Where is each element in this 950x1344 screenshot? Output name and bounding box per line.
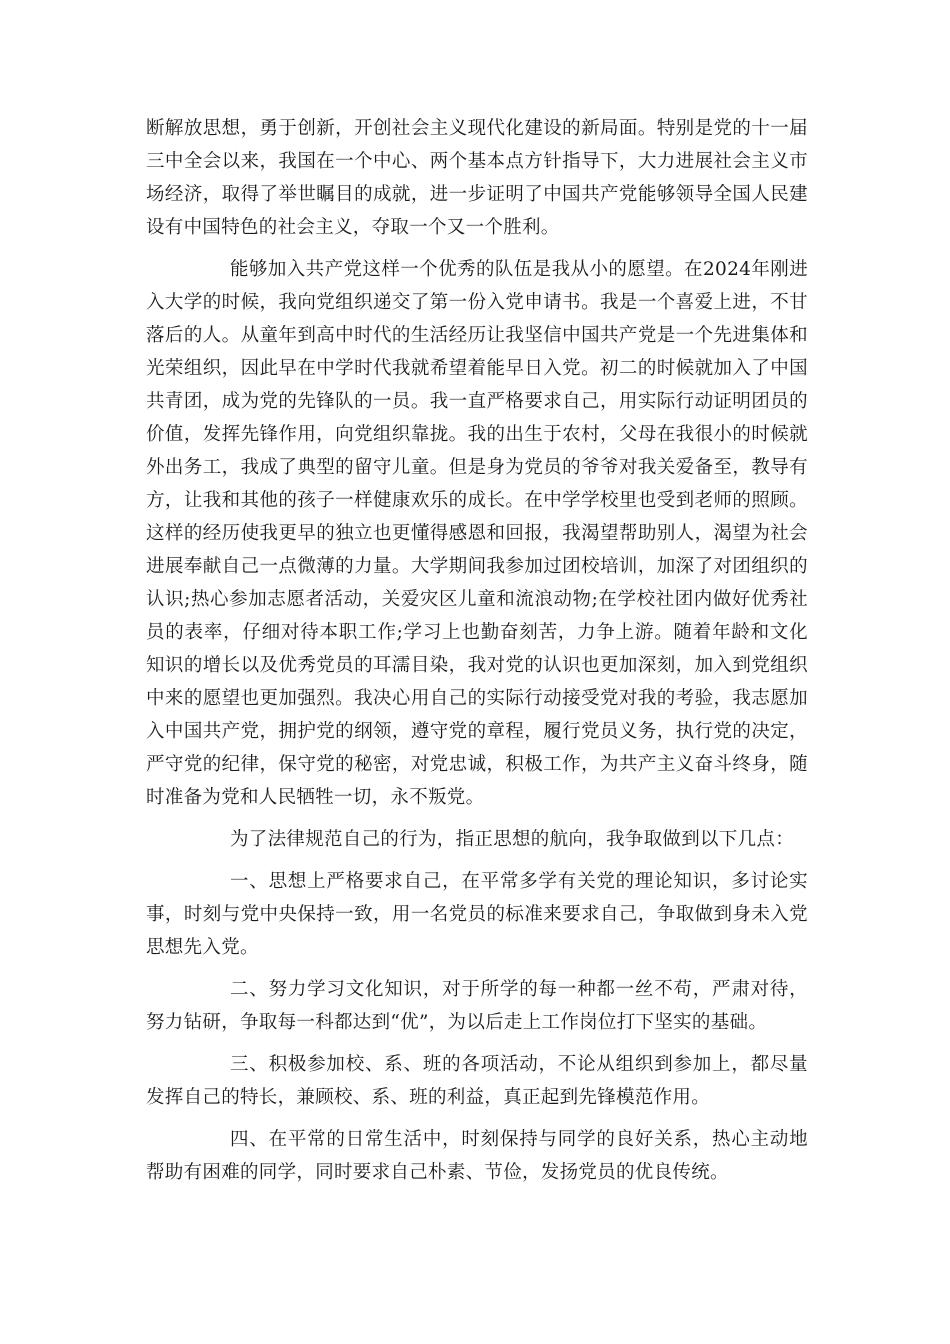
paragraph-6: 三、积极参加校、系、班的各项活动，不论从组织到参加上，都尽量发挥自己的特长，兼顾校、系、班的利益，真正起到先锋模范作用。: [146, 1054, 808, 1108]
paragraph-2: 能够加入共产党这样一个优秀的队伍是我从小的愿望。在2024年刚进入大学的时候，我向党组织递交了第一份入党申请书。我是一个喜爱上进，不甘落后的人。从童年到高中时代的生活经历让我坚信中国共产党是一个先进集体和光荣组织，因此早在中学时代我就希望着能早日入党。初二的时候就加入了中国共青团，成为党的先锋队的一员。我一直严格要求自己，用实际行动证明团员的价值，发挥先锋作用，向党组织靠拢。我的出生于农村，父母在我很小的时候就外出务工，我成了典型的留守儿童。但是身为党员的爷爷对我关爱备至，教导有方，让我和其他的孩子一样健康欢乐的成长。在中学学校里也受到老师的照顾。这样的经历使我更早的独立也更懂得感恩和回报，我渴望帮助别人，渴望为社会进展奉献自己一点微薄的力量。大学期间我参加过团校培训，加深了对团组织的认识;热心参加志愿者活动，关爱灾区儿童和流浪动物;在学校社团内做好优秀社员的表率，仔细对待本职工作;学习上也勤奋刻苦，力争上游。随着年龄和文化知识的增长以及优秀党员的耳濡目染，我对党的认识也更加深刻，加入到党组织中来的愿望也更加强烈。我决心用自己的实际行动接受党对我的考验，我志愿加入中国共产党，拥护党的纲领，遵守党的章程，履行党员义务，执行党的决定，严守党的纪律，保守党的秘密，对党忠诚，积极工作，为共产主义奋斗终身，随时准备为党和人民牺牲一切，永不叛党。: [146, 259, 808, 808]
paragraph-1: 断解放思想，勇于创新，开创社会主义现代化建设的新局面。特别是党的十一届三中全会以来，我国在一个中心、两个基本点方针指导下，大力进展社会主义市场经济，取得了举世瞩目的成就，进一步证明了中国共产党能够领导全国人民建设有中国特色的社会主义，夺取一个又一个胜利。: [146, 118, 808, 238]
paragraph-5: 二、努力学习文化知识，对于所学的每一种都一丝不苟，严肃对待，努力钻研，争取每一科都达到“优”，为以后走上工作岗位打下坚实的基础。: [146, 979, 808, 1033]
paragraph-7: 四、在平常的日常生活中，时刻保持与同学的良好关系，热心主动地帮助有困难的同学，同时要求自己朴素、节俭，发扬党员的优良传统。: [146, 1129, 808, 1183]
paragraph-3: 为了法律规范自己的行为，指正思想的航向，我争取做到以下几点：: [230, 829, 795, 850]
document-body: [146, 112, 808, 1198]
paragraph-4: 一、思想上严格要求自己，在平常多学有关党的理论知识，多讨论实事，时刻与党中央保持一致，用一名党员的标准来要求自己，争取做到身未入党思想先入党。: [146, 871, 808, 958]
